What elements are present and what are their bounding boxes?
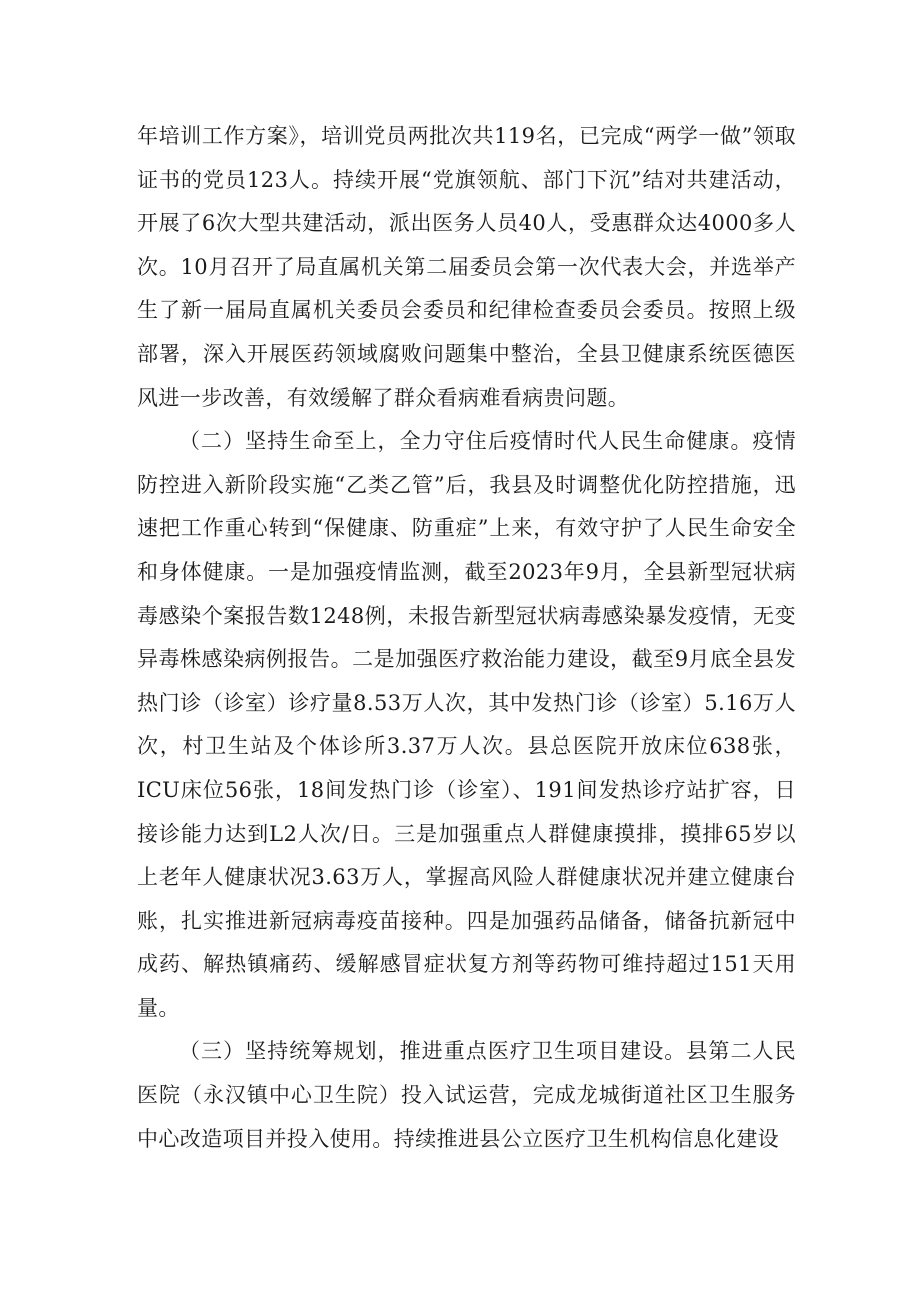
paragraph-health-projects: （三）坚持统筹规划，推进重点医疗卫生项目建设。县第二人民医院（永汉镇中心卫生院）投入试运营，完成龙城街道社区卫生服务中心改造项目并投入使用。持续推进县公立医疗卫生机构信息化建设 <box>137 1039 796 1151</box>
paragraph-epidemic-prevention: （二）坚持生命至上，全力守住后疫情时代人民生命健康。疫情防控进入新阶段实施“乙类乙管”后，我县及时调整优化防控措施，迅速把工作重心转到“保健康、防重症”上来，有效守护了人民生命安全和身体健康。一是加强疫情监测，截至2023年9月，全县新型冠状病毒感染个案报告数1248例，未报告新型冠状病毒感染暴发疫情，无变异毒株感染病例报告。二是加强医疗救治能力建设，截至9月底全县发热门诊（诊室）诊疗量8.53万人次，其中发热门诊（诊室）5.16万人次，村卫生站及个体诊所3.37万人次。县总医院开放床位638张，ICU床位56张，18间发热门诊（诊室）、191间发热诊疗站扩容，日接诊能力达到L2人次/日。三是加强重点人群健康摸排，摸排65岁以上老年人健康状况3.63万人，掌握高风险人群健康状况并建立健康台账，扎实推进新冠病毒疫苗接种。四是加强药品储备，储备抗新冠中成药、解热镇痛药、缓解感冒症状复方剂等药物可维持超过151天用量。 <box>137 429 796 1020</box>
document-body <box>137 115 796 1161</box>
paragraph-party-building: 年培训工作方案》，培训党员两批次共119名，已完成“两学一做”领取证书的党员123人。持续开展“党旗领航、部门下沉”结对共建活动，开展了6次大型共建活动，派出医务人员40人，受惠群众达4000多人次。10月召开了局直属机关第二届委员会第一次代表大会，并选举产生了新一届局直属机关委员会委员和纪律检查委员会委员。按照上级部署，深入开展医药领域腐败问题集中整治，全县卫健康系统医德医风进一步改善，有效缓解了群众看病难看病贵问题。 <box>137 124 796 410</box>
